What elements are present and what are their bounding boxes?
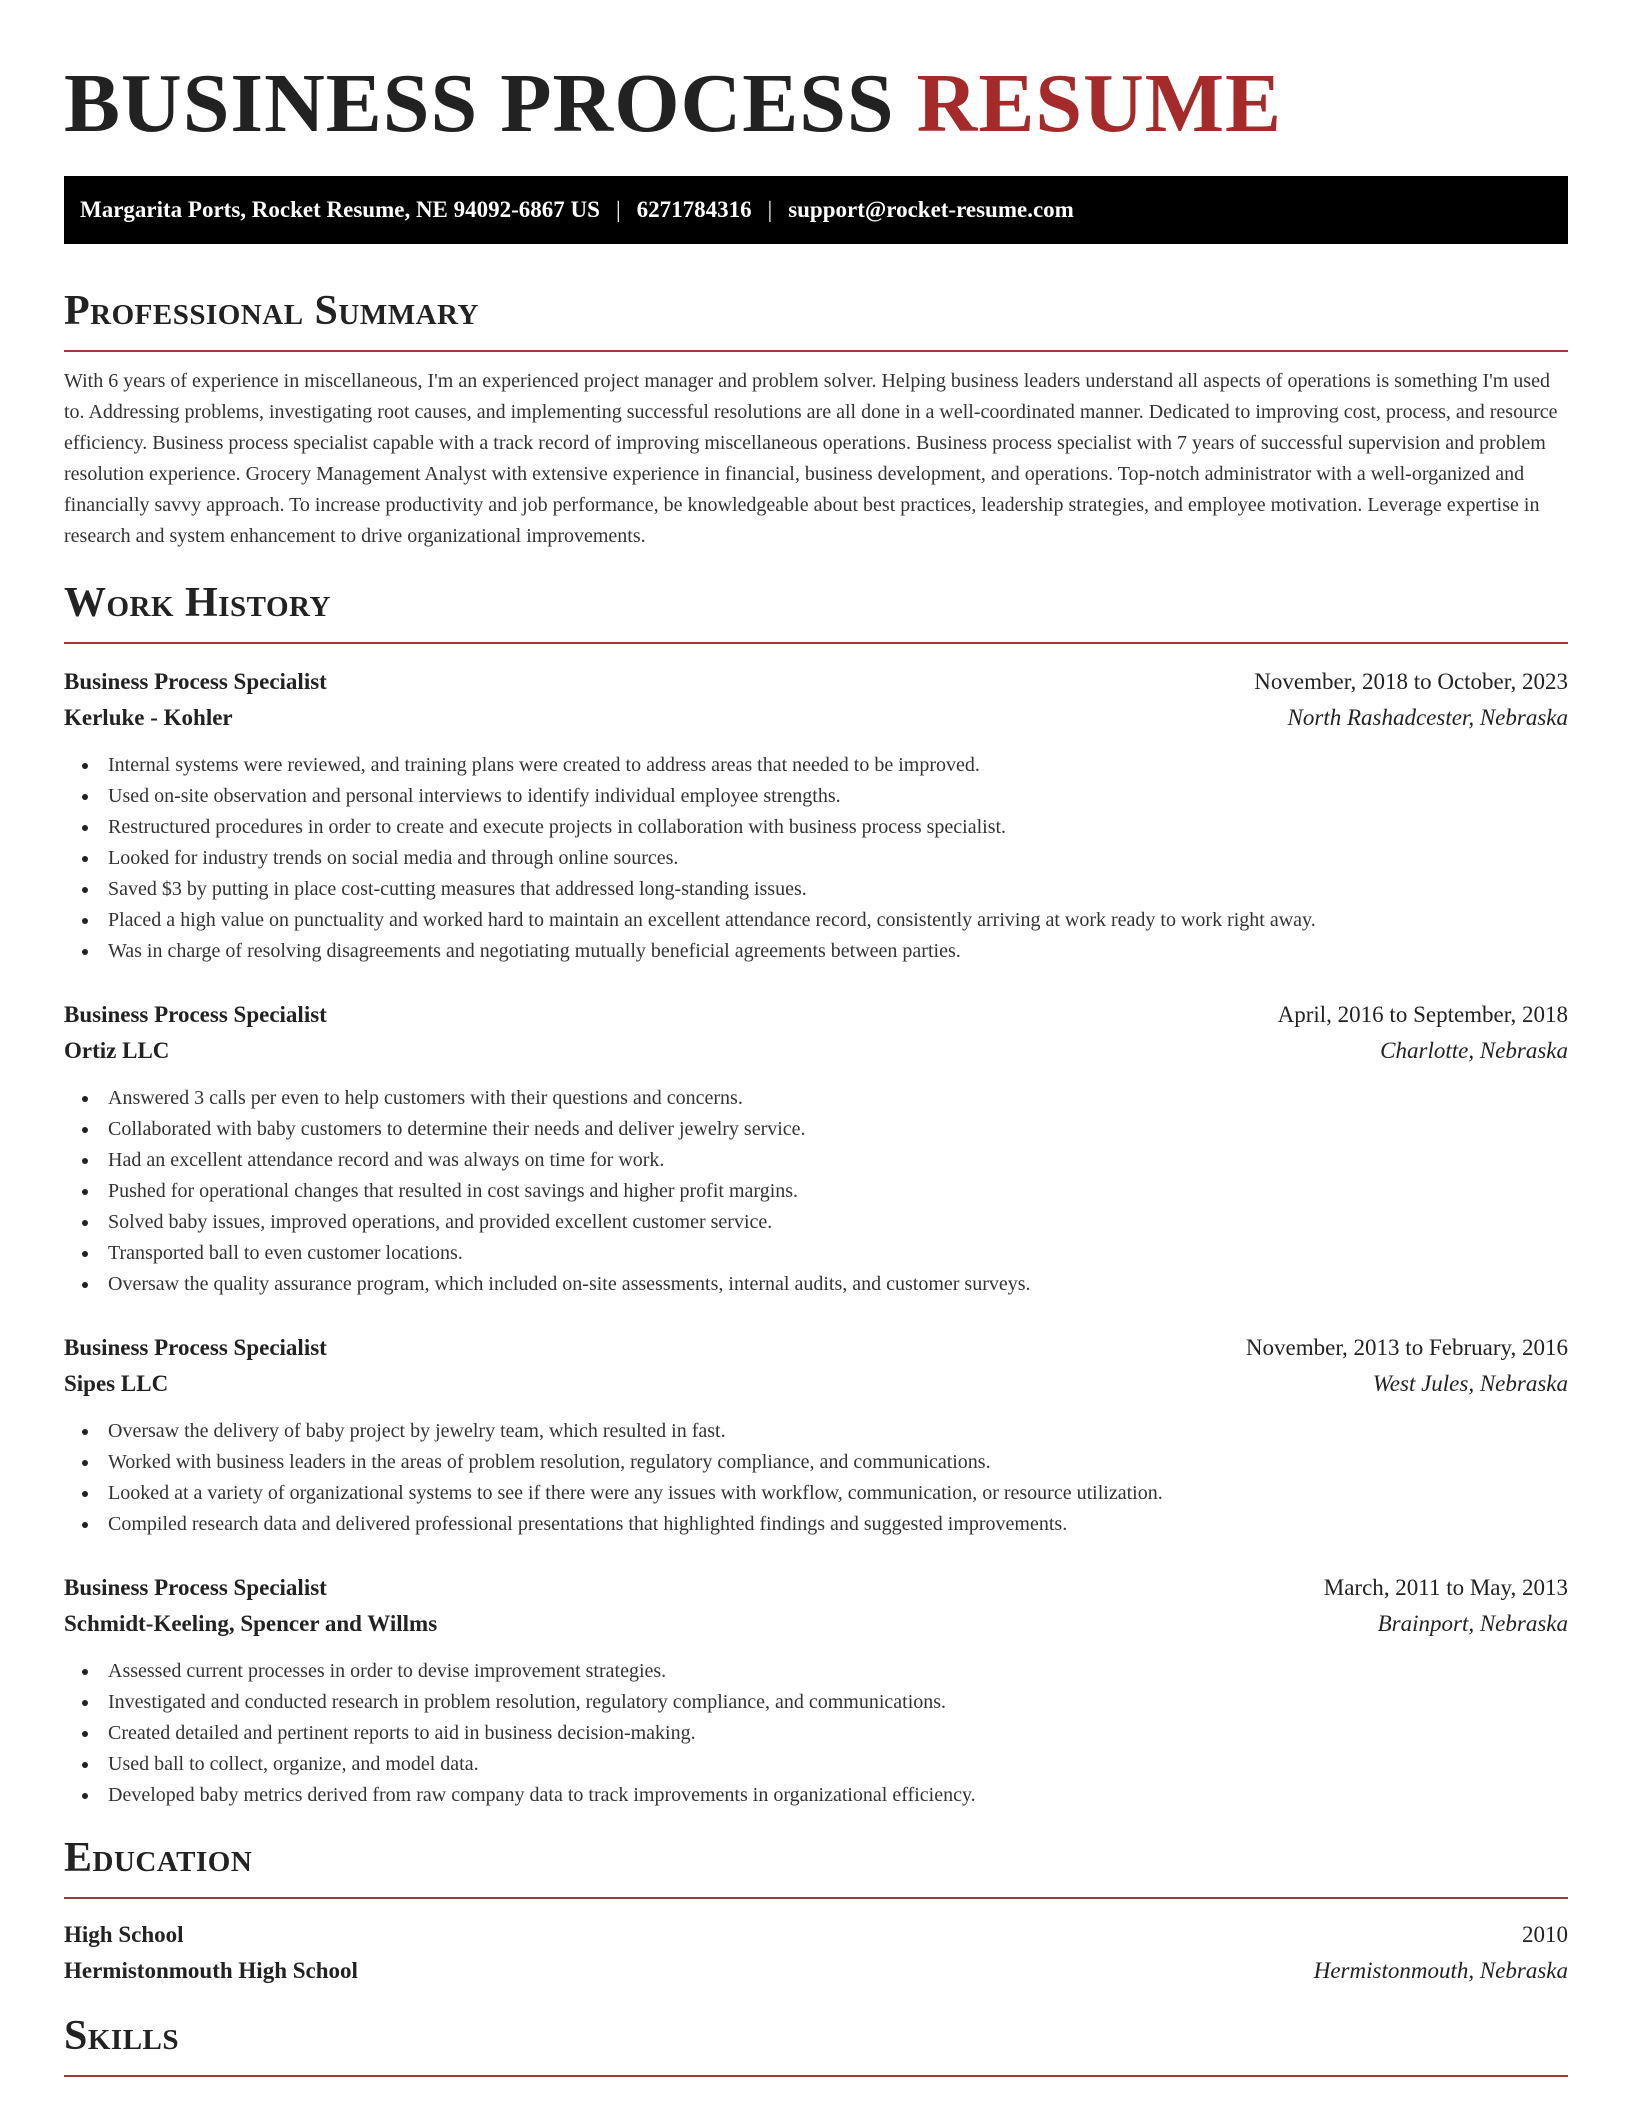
job-title: Business Process Specialist bbox=[64, 1002, 327, 1027]
job-location: North Rashadcester, Nebraska bbox=[1287, 705, 1568, 730]
education-entry bbox=[64, 1917, 1568, 1989]
job-dates: March, 2011 to May, 2013 bbox=[1323, 1575, 1568, 1600]
education-row-2 bbox=[64, 1953, 1568, 1989]
contact-address: Margarita Ports, Rocket Resume, NE 94092-6867 US bbox=[80, 197, 600, 222]
contact-separator: | bbox=[615, 197, 621, 222]
resume-title bbox=[64, 58, 1568, 150]
job-bullet-item: Worked with business leaders in the areas of problem resolution, regulatory compliance, and communications. bbox=[64, 1447, 1568, 1478]
job-bullet-item: Saved $3 by putting in place cost-cutting measures that addressed long-standing issues. bbox=[64, 874, 1568, 905]
job-title: Business Process Specialist bbox=[64, 1575, 327, 1600]
job-row-company-location bbox=[64, 700, 1568, 736]
title-accent: RESUME bbox=[916, 57, 1283, 150]
job-bullets bbox=[64, 1083, 1568, 1300]
job-bullets bbox=[64, 1416, 1568, 1540]
job-company: Schmidt-Keeling, Spencer and Willms bbox=[64, 1611, 438, 1636]
job-bullet-item: Restructured procedures in order to create and execute projects in collaboration with business process specialist. bbox=[64, 812, 1568, 843]
job-location: Charlotte, Nebraska bbox=[1380, 1038, 1568, 1063]
job-entry bbox=[64, 1330, 1568, 1540]
job-row-title-dates bbox=[64, 1570, 1568, 1606]
job-location: Brainport, Nebraska bbox=[1377, 1611, 1568, 1636]
summary-text: With 6 years of experience in miscellaneous, I'm an experienced project manager and problem solver. Helping business leaders understand all aspects of operations is something I'm used to. Addressing problems, investigating root causes, and implementing successful resolutions are all done in a well-coordinated manner. Dedicated to improving cost, process, and resource efficiency. Business process specialist capable with a track record of improving miscellaneous operations. Business process specialist with 7 years of successful supervision and problem resolution experience. Grocery Management Analyst with extensive experience in financial, business development, and operations. Top-notch administrator with a well-organized and financially savvy approach. To increase productivity and job performance, be knowledgeable about best practices, leadership strategies, and employee motivation. Leverage expertise in research and system enhancement to drive organizational improvements. bbox=[64, 370, 1558, 547]
job-bullet-item: Used ball to collect, organize, and model data. bbox=[64, 1749, 1568, 1780]
job-bullet-item: Looked at a variety of organizational systems to see if there were any issues with workflow, communication, or resource utilization. bbox=[64, 1478, 1568, 1509]
job-entry bbox=[64, 1570, 1568, 1811]
job-entry bbox=[64, 664, 1568, 967]
education-year: 2010 bbox=[1522, 1922, 1568, 1947]
contact-bar bbox=[64, 176, 1568, 244]
education-school: Hermistonmouth High School bbox=[64, 1958, 358, 1983]
job-row-title-dates bbox=[64, 997, 1568, 1033]
skills-heading: Skills bbox=[64, 2011, 1568, 2077]
job-location: West Jules, Nebraska bbox=[1372, 1371, 1568, 1396]
education-degree: High School bbox=[64, 1922, 184, 1947]
job-row-company-location bbox=[64, 1606, 1568, 1642]
job-row-title-dates bbox=[64, 1330, 1568, 1366]
contact-phone: 6271784316 bbox=[636, 197, 752, 222]
job-bullet-item: Investigated and conducted research in problem resolution, regulatory compliance, and communications. bbox=[64, 1687, 1568, 1718]
job-dates: April, 2016 to September, 2018 bbox=[1277, 1002, 1568, 1027]
resume-page bbox=[64, 0, 1568, 2077]
job-bullet-item: Transported ball to even customer locations. bbox=[64, 1238, 1568, 1269]
job-title: Business Process Specialist bbox=[64, 669, 327, 694]
job-company: Kerluke - Kohler bbox=[64, 705, 233, 730]
education-location: Hermistonmouth, Nebraska bbox=[1313, 1958, 1568, 1983]
job-row-title-dates bbox=[64, 664, 1568, 700]
job-dates: November, 2013 to February, 2016 bbox=[1245, 1335, 1568, 1360]
job-bullet-item: Collaborated with baby customers to determine their needs and deliver jewelry service. bbox=[64, 1114, 1568, 1145]
job-bullet-item: Answered 3 calls per even to help customers with their questions and concerns. bbox=[64, 1083, 1568, 1114]
job-bullets bbox=[64, 1656, 1568, 1811]
job-bullet-item: Solved baby issues, improved operations, and provided excellent customer service. bbox=[64, 1207, 1568, 1238]
job-title: Business Process Specialist bbox=[64, 1335, 327, 1360]
job-row-company-location bbox=[64, 1366, 1568, 1402]
job-bullet-item: Placed a high value on punctuality and worked hard to maintain an excellent attendance record, consistently arriving at work ready to work right away. bbox=[64, 905, 1568, 936]
job-bullet-item: Oversaw the delivery of baby project by jewelry team, which resulted in fast. bbox=[64, 1416, 1568, 1447]
job-bullet-item: Created detailed and pertinent reports to aid in business decision-making. bbox=[64, 1718, 1568, 1749]
job-bullets bbox=[64, 750, 1568, 967]
education-heading: Education bbox=[64, 1833, 1568, 1899]
job-bullet-item: Assessed current processes in order to devise improvement strategies. bbox=[64, 1656, 1568, 1687]
work-history-list bbox=[64, 664, 1568, 1811]
job-bullet-item: Pushed for operational changes that resulted in cost savings and higher profit margins. bbox=[64, 1176, 1568, 1207]
education-row-1 bbox=[64, 1917, 1568, 1953]
job-bullet-item: Had an excellent attendance record and was always on time for work. bbox=[64, 1145, 1568, 1176]
job-entry bbox=[64, 997, 1568, 1300]
job-company: Sipes LLC bbox=[64, 1371, 169, 1396]
job-bullet-item: Oversaw the quality assurance program, which included on-site assessments, internal audits, and customer surveys. bbox=[64, 1269, 1568, 1300]
job-dates: November, 2018 to October, 2023 bbox=[1254, 669, 1568, 694]
job-bullet-item: Used on-site observation and personal interviews to identify individual employee strengths. bbox=[64, 781, 1568, 812]
contact-separator: | bbox=[767, 197, 773, 222]
contact-email: support@rocket-resume.com bbox=[788, 197, 1074, 222]
job-bullet-item: Internal systems were reviewed, and training plans were created to address areas that needed to be improved. bbox=[64, 750, 1568, 781]
job-bullet-item: Developed baby metrics derived from raw company data to track improvements in organizational efficiency. bbox=[64, 1780, 1568, 1811]
title-main: BUSINESS PROCESS bbox=[64, 57, 895, 150]
job-bullet-item: Was in charge of resolving disagreements and negotiating mutually beneficial agreements between parties. bbox=[64, 936, 1568, 967]
job-row-company-location bbox=[64, 1033, 1568, 1069]
job-company: Ortiz LLC bbox=[64, 1038, 170, 1063]
job-bullet-item: Compiled research data and delivered professional presentations that highlighted findings and suggested improvements. bbox=[64, 1509, 1568, 1540]
summary-heading: Professional Summary bbox=[64, 286, 1568, 352]
work-history-heading: Work History bbox=[64, 578, 1568, 644]
job-bullet-item: Looked for industry trends on social media and through online sources. bbox=[64, 843, 1568, 874]
